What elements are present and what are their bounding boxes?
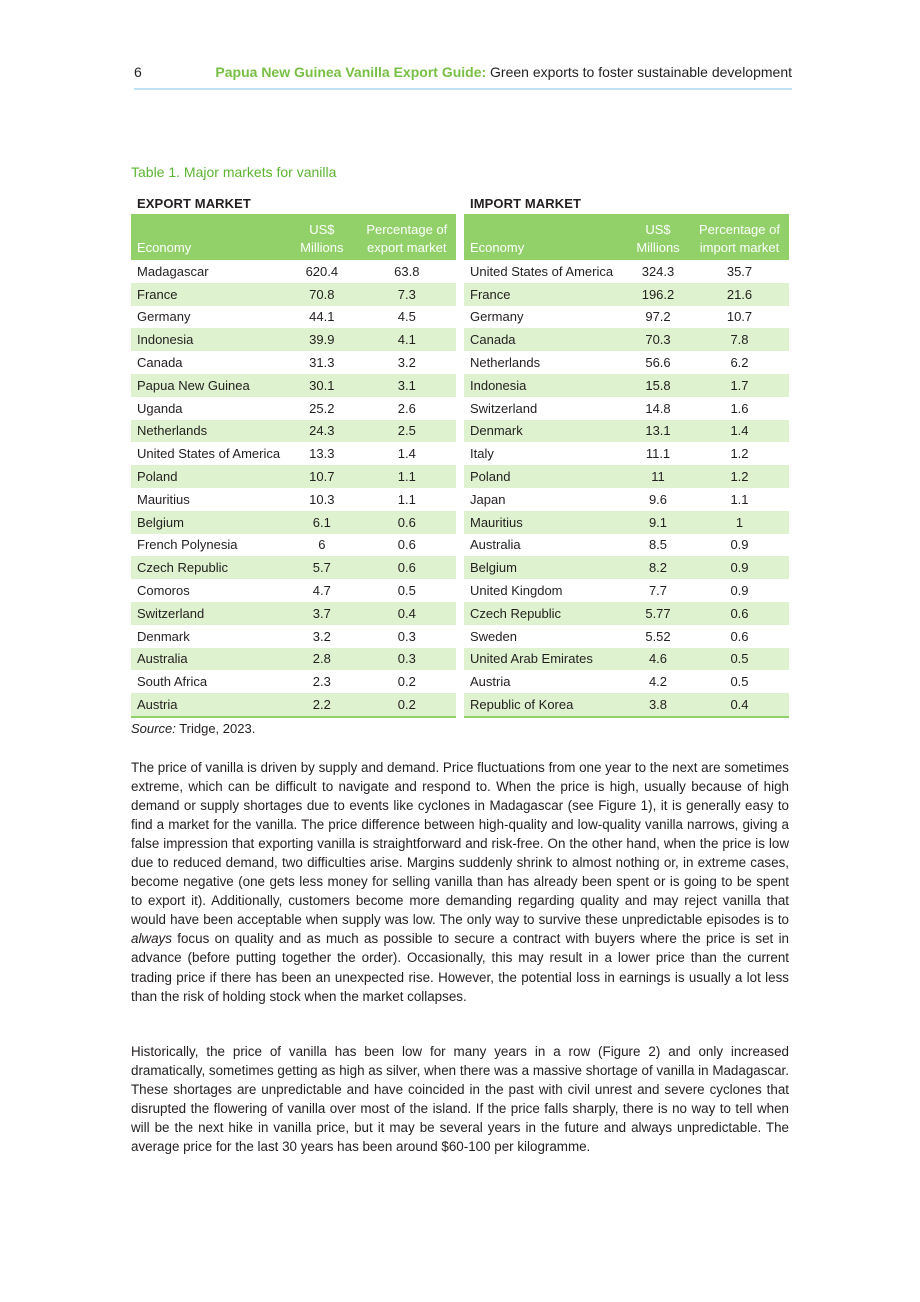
cell-percentage: 0.9 [730, 537, 749, 553]
cell-economy: Belgium [131, 511, 286, 534]
running-title-bold: Papua New Guinea Vanilla Export Guide: [215, 64, 487, 80]
table-caption: Table 1. Major markets for vanilla [131, 164, 337, 180]
table-row [464, 579, 789, 602]
source-note [131, 721, 255, 736]
cell-percentage: 2.6 [397, 400, 416, 416]
cell-usd-millions: 5.77 [626, 602, 690, 625]
cell-percentage: 3.2 [397, 355, 416, 371]
cell-economy: Austria [131, 693, 286, 717]
table-row [464, 556, 789, 579]
table-row [464, 534, 789, 557]
table-row [131, 465, 456, 488]
cell-economy: Switzerland [131, 602, 286, 625]
table-row [464, 511, 789, 534]
cell-percentage: 2.5 [358, 420, 456, 443]
cell-usd-millions: 4.7 [312, 583, 331, 599]
export-market-table [131, 214, 456, 718]
cell-economy: Denmark [464, 420, 626, 443]
cell-economy: Canada [464, 328, 626, 351]
cell-usd-millions: 2.8 [286, 648, 358, 671]
cell-economy: Japan [470, 491, 506, 507]
table-row [464, 693, 789, 717]
cell-usd-millions: 2.3 [312, 674, 331, 690]
cell-usd-millions: 8.2 [626, 556, 690, 579]
cell-economy: France [464, 283, 626, 306]
table-row [464, 465, 789, 488]
cell-usd-millions: 25.2 [309, 400, 335, 416]
column-header-usd-millions: US$ Millions [286, 214, 358, 260]
table-row [131, 374, 456, 397]
cell-percentage: 1.1 [730, 491, 749, 507]
cell-usd-millions: 56.6 [645, 355, 671, 371]
cell-usd-millions: 97.2 [645, 309, 671, 325]
cell-usd-millions: 620.4 [305, 263, 339, 279]
cell-percentage: 21.6 [690, 283, 789, 306]
cell-usd-millions: 10.3 [309, 491, 335, 507]
cell-usd-millions: 70.8 [286, 283, 358, 306]
column-header-percentage: Percentage of import market [690, 214, 789, 260]
cell-usd-millions: 14.8 [645, 400, 671, 416]
cell-usd-millions: 39.9 [286, 328, 358, 351]
cell-usd-millions: 9.1 [626, 511, 690, 534]
cell-usd-millions: 15.8 [626, 374, 690, 397]
paragraph-text: focus on quality and as much as possible to secure a contract with buyers where the price is set in advance (before putting together the order). Occasionally, this may result in a lower price than the current trading price if there has been an unexpected rise. However, the potential loss in earnings is usually a lot less than the risk of holding stock when the market collapses. [131, 931, 789, 1004]
cell-usd-millions: 11.1 [645, 446, 671, 462]
table-row [464, 306, 789, 329]
table-row [131, 397, 456, 420]
cell-economy: Switzerland [470, 400, 538, 416]
cell-percentage: 1.1 [358, 465, 456, 488]
cell-percentage: 0.5 [397, 583, 416, 599]
cell-percentage: 0.4 [690, 693, 789, 717]
paragraph-text: The price of vanilla is driven by supply and demand. Price fluctuations from one year to the next are sometimes extreme, which can be difficult to navigate and respond to. When the price is high, usually because of high demand or supply shortages due to events like cyclones in Madagascar (see Figure 1), it is generally easy to find a market for the vanilla. The price difference between high-quality and low-quality vanilla narrows, giving a false impression that exporting vanilla is straightforward and risk-free. On the other hand, when the price is low due to reduced demand, two difficulties arise. Margins suddenly shrink to almost nothing or, in extreme cases, become negative (one gets less money for selling vanilla than has already been spent or is going to be spent to export it). Additionally, customers become more demanding regarding quality and may reject vanilla that would have been acceptable when supply was low. The only way to survive these unpredictable episodes is to [131, 760, 789, 928]
table-header-row [464, 214, 789, 260]
source-label: Source: [131, 721, 176, 736]
cell-usd-millions: 6 [318, 537, 326, 553]
cell-economy: Netherlands [470, 355, 541, 371]
cell-percentage: 0.3 [358, 648, 456, 671]
cell-economy: Italy [470, 446, 494, 462]
import-market-table [464, 214, 789, 718]
cell-percentage: 0.6 [397, 537, 416, 553]
cell-percentage: 1.2 [690, 465, 789, 488]
table-row [464, 328, 789, 351]
cell-economy: Denmark [137, 628, 190, 644]
cell-usd-millions: 24.3 [286, 420, 358, 443]
table-row [131, 442, 456, 465]
table-row [464, 351, 789, 374]
cell-percentage: 0.4 [358, 602, 456, 625]
page-number: 6 [134, 64, 142, 80]
cell-economy: Austria [470, 674, 511, 690]
cell-economy: Czech Republic [131, 556, 286, 579]
table-row [464, 648, 789, 671]
table-row [464, 602, 789, 625]
cell-economy: France [131, 283, 286, 306]
cell-percentage: 1.1 [397, 491, 416, 507]
cell-usd-millions: 4.2 [648, 674, 668, 690]
cell-percentage: 0.5 [730, 674, 749, 690]
cell-economy: French Polynesia [137, 537, 238, 553]
cell-percentage: 0.5 [690, 648, 789, 671]
cell-economy: Papua New Guinea [131, 374, 286, 397]
cell-economy: Comoros [137, 583, 190, 599]
table-row [131, 556, 456, 579]
table-row [131, 625, 456, 648]
cell-usd-millions: 3.8 [626, 693, 690, 717]
table-row [131, 328, 456, 351]
cell-percentage: 1 [690, 511, 789, 534]
import-market-title: IMPORT MARKET [470, 196, 582, 211]
column-header-usd-millions: US$ Millions [626, 214, 690, 260]
export-market-title: EXPORT MARKET [137, 196, 251, 211]
cell-usd-millions: 13.1 [626, 420, 690, 443]
cell-usd-millions: 70.3 [626, 328, 690, 351]
cell-economy: Indonesia [131, 328, 286, 351]
table-row [131, 420, 456, 443]
cell-economy: United Arab Emirates [464, 648, 626, 671]
table-row [131, 579, 456, 602]
cell-percentage: 35.7 [726, 263, 753, 279]
cell-economy: Sweden [470, 628, 517, 644]
cell-usd-millions: 44.1 [309, 309, 335, 325]
body-paragraph-1 [131, 758, 789, 1006]
table-row [464, 397, 789, 420]
cell-economy: United States of America [137, 446, 281, 462]
cell-usd-millions: 3.7 [286, 602, 358, 625]
table-row [131, 670, 456, 693]
page-header [134, 62, 792, 90]
table-row [131, 602, 456, 625]
cell-economy: Republic of Korea [464, 693, 626, 717]
cell-usd-millions: 30.1 [286, 374, 358, 397]
cell-usd-millions: 4.6 [626, 648, 690, 671]
cell-percentage: 0.2 [397, 674, 416, 690]
cell-economy: Mauritius [464, 511, 626, 534]
table-row [464, 260, 789, 283]
cell-usd-millions: 31.3 [309, 355, 335, 371]
table-row [131, 693, 456, 717]
cell-percentage: 0.9 [690, 556, 789, 579]
table-row [464, 488, 789, 511]
cell-percentage: 7.3 [358, 283, 456, 306]
cell-percentage: 7.8 [690, 328, 789, 351]
table-row [131, 260, 456, 283]
cell-usd-millions: 3.2 [312, 628, 331, 644]
cell-percentage: 10.7 [726, 309, 753, 325]
cell-percentage: 1.6 [730, 400, 749, 416]
cell-percentage: 4.1 [358, 328, 456, 351]
cell-percentage: 0.6 [730, 628, 749, 644]
table-row [131, 534, 456, 557]
running-title [215, 64, 792, 80]
cell-economy: Poland [464, 465, 626, 488]
cell-usd-millions: 5.7 [286, 556, 358, 579]
table-row [464, 670, 789, 693]
table-row [131, 351, 456, 374]
cell-economy: Germany [470, 309, 524, 325]
cell-percentage: 3.1 [358, 374, 456, 397]
cell-economy: Belgium [464, 556, 626, 579]
table-row [131, 283, 456, 306]
cell-economy: Australia [131, 648, 286, 671]
cell-usd-millions: 5.52 [645, 628, 671, 644]
cell-economy: United Kingdom [470, 583, 563, 599]
cell-economy: Canada [137, 355, 183, 371]
table-row [131, 488, 456, 511]
table-row [464, 420, 789, 443]
table-row [464, 442, 789, 465]
cell-usd-millions: 324.3 [641, 263, 675, 279]
source-text: Tridge, 2023. [175, 721, 256, 736]
cell-usd-millions: 7.7 [648, 583, 668, 599]
cell-economy: South Africa [137, 674, 208, 690]
cell-economy: Netherlands [131, 420, 286, 443]
cell-percentage: 1.4 [690, 420, 789, 443]
cell-percentage: 0.6 [358, 556, 456, 579]
cell-percentage: 1.2 [730, 446, 749, 462]
cell-usd-millions: 6.1 [286, 511, 358, 534]
cell-economy: Indonesia [464, 374, 626, 397]
cell-percentage: 0.6 [690, 602, 789, 625]
cell-percentage: 1.7 [690, 374, 789, 397]
cell-usd-millions: 11 [626, 465, 690, 488]
cell-economy: Germany [137, 309, 191, 325]
table-row [131, 648, 456, 671]
table-row [131, 511, 456, 534]
cell-economy: Madagascar [137, 263, 209, 279]
running-title-rest: Green exports to foster sustainable development [486, 64, 792, 80]
cell-percentage: 63.8 [394, 263, 420, 279]
column-header-economy: Economy [464, 214, 626, 260]
cell-usd-millions: 2.2 [286, 693, 358, 717]
body-paragraph-2: Historically, the price of vanilla has been low for many years in a row (Figure 2) and only increased dramatically, sometimes getting as high as silver, when there was a massive shortage of vanilla in Madagascar. These shortages are unpredictable and have coincided in the past with civil unrest and severe cyclones that disrupted the flowering of vanilla over most of the island. If the price falls sharply, there is no way to tell when will be the next hike in vanilla price, but it may be several years in the future and always unpredictable. The average price for the last 30 years has been around $60-100 per kilogramme. [131, 1044, 789, 1155]
cell-usd-millions: 13.3 [309, 446, 335, 462]
table-row [464, 374, 789, 397]
cell-economy: Mauritius [137, 491, 190, 507]
cell-economy: Czech Republic [464, 602, 626, 625]
table-row [464, 625, 789, 648]
cell-economy: Australia [470, 537, 521, 553]
column-header-economy: Economy [131, 214, 286, 260]
column-header-percentage: Percentage of export market [358, 214, 456, 260]
cell-usd-millions: 9.6 [648, 491, 668, 507]
cell-percentage: 0.3 [397, 628, 416, 644]
cell-percentage: 0.9 [730, 583, 749, 599]
cell-usd-millions: 196.2 [626, 283, 690, 306]
cell-percentage: 0.2 [358, 693, 456, 717]
cell-percentage: 1.4 [397, 446, 416, 462]
cell-economy: United States of America [470, 263, 614, 279]
cell-percentage: 6.2 [730, 355, 749, 371]
cell-usd-millions: 8.5 [648, 537, 668, 553]
table-row [464, 283, 789, 306]
cell-economy: Uganda [137, 400, 183, 416]
table-row [131, 306, 456, 329]
cell-percentage: 4.5 [397, 309, 416, 325]
cell-economy: Poland [131, 465, 286, 488]
paragraph-emphasis: always [131, 931, 172, 947]
cell-usd-millions: 10.7 [286, 465, 358, 488]
cell-percentage: 0.6 [358, 511, 456, 534]
table-header-row [131, 214, 456, 260]
